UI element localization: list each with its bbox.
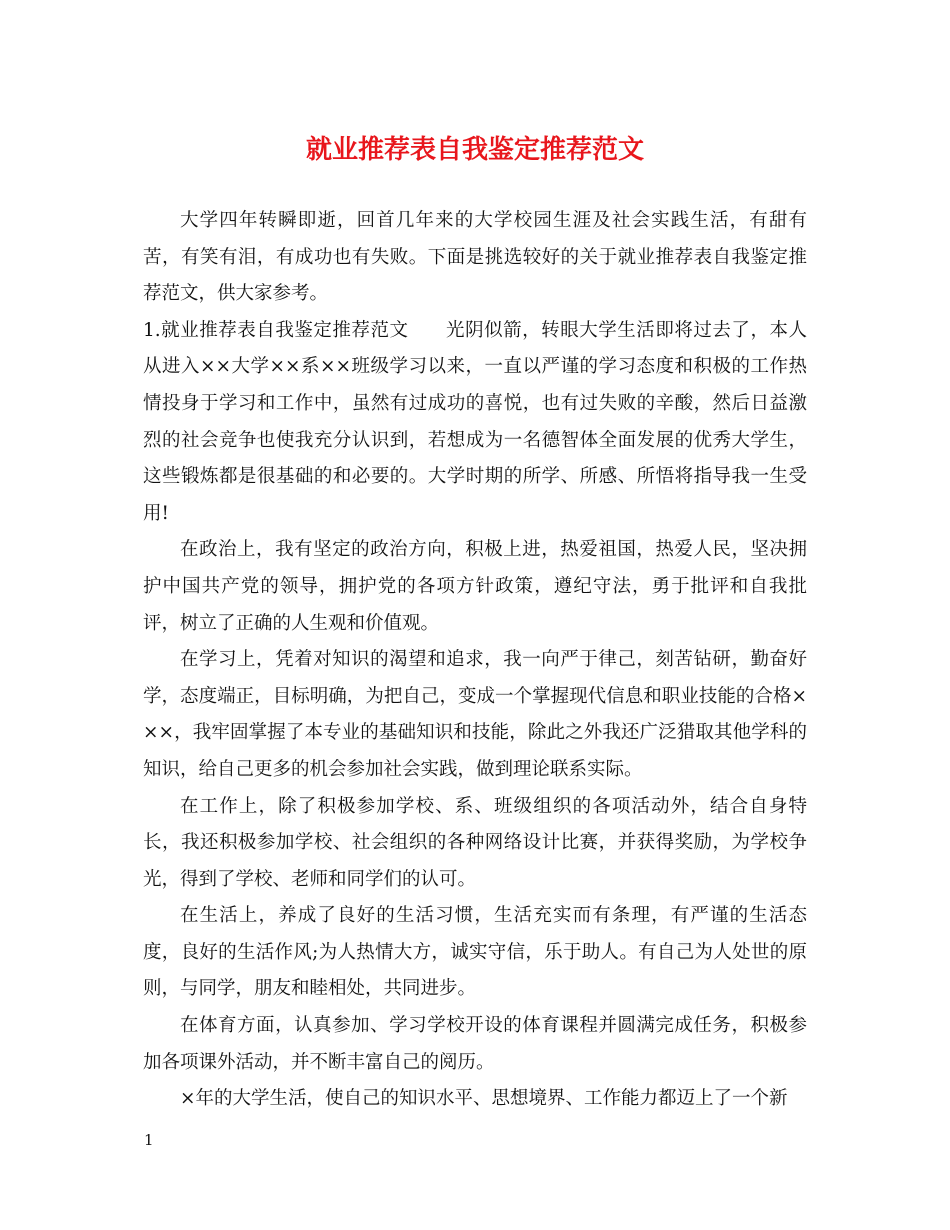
politics-paragraph: 在政治上，我有坚定的政治方向，积极上进，热爱祖国，热爱人民，坚决拥护中国共产党的领导，拥护党的各项方针政策，遵纪守法，勇于批评和自我批评，树立了正确的人生观和价值观。 [143,539,807,634]
section-1-text: 光阴似箭，转眼大学生活即将过去了，本人从进入××大学××系××班级学习以来，一直以严谨的学习态度和积极的工作热情投身于学习和工作中，虽然有过成功的喜悦，也有过失败的辛酸，然后日益激烈的社会竞争也使我充分认识到，若想成为一名德智体全面发展的优秀大学生，这些锻炼都是很基础的和必要的。大学时期的所学、所感、所悟将指导我一生受用! [143,319,807,524]
document-body [143,203,807,1118]
sports-paragraph: 在体育方面，认真参加、学习学校开设的体育课程并圆满完成任务，积极参加各项课外活动，并不断丰富自己的阅历。 [143,1015,807,1073]
section-1-paragraph [143,313,807,533]
page-number: 1 [144,1131,154,1149]
work-paragraph: 在工作上，除了积极参加学校、系、班级组织的各项活动外，结合自身特长，我还积极参加学校、社会组织的各种网络设计比赛，并获得奖励，为学校争光，得到了学校、老师和同学们的认可。 [143,795,807,890]
intro-paragraph: 大学四年转瞬即逝，回首几年来的大学校园生涯及社会实践生活，有甜有苦，有笑有泪，有成功也有失败。下面是挑选较好的关于就业推荐表自我鉴定推荐范文，供大家参考。 [143,210,807,305]
summary-paragraph: ×年的大学生活，使自己的知识水平、思想境界、工作能力都迈上了一个新 [180,1088,788,1110]
study-paragraph: 在学习上，凭着对知识的渴望和追求，我一向严于律己，刻苦钻研，勤奋好学，态度端正，目标明确，为把自己，变成一个掌握现代信息和职业技能的合格×××，我牢固掌握了本专业的基础知识和技能，除此之外我还广泛猎取其他学科的知识，给自己更多的机会参加社会实践，做到理论联系实际。 [143,649,807,780]
life-paragraph: 在生活上，养成了良好的生活习惯，生活充实而有条理，有严谨的生活态度，良好的生活作风;为人热情大方，诚实守信，乐于助人。有自己为人处世的原则，与同学，朋友和睦相处，共同进步。 [143,905,807,1000]
document-title: 就业推荐表自我鉴定推荐范文 [305,135,644,165]
section-1-heading: 1.就业推荐表自我鉴定推荐范文 [143,319,409,341]
